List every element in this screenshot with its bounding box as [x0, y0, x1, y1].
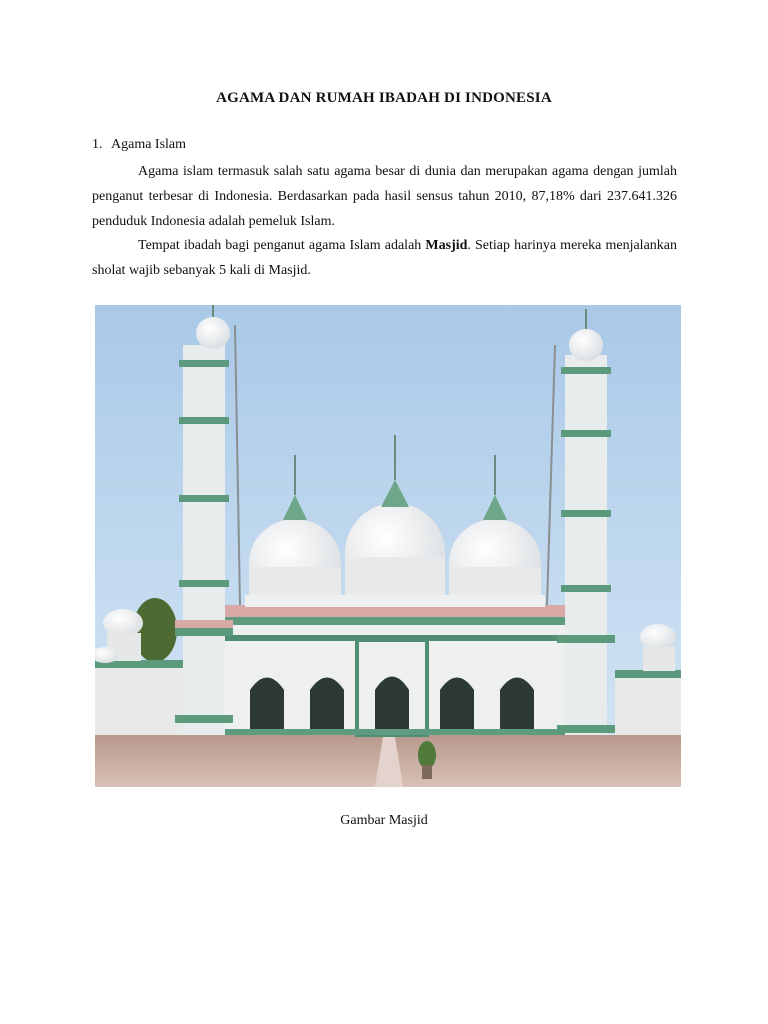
document-title: AGAMA DAN RUMAH IBADAH DI INDONESIA: [216, 90, 552, 106]
section-number: 1.: [92, 137, 103, 152]
masjid-bold-term: Masjid: [425, 238, 468, 253]
section-label: Agama Islam: [111, 137, 187, 152]
paragraph-masjid-after: . Setiap harinya mereka menjalankan sholat wajib sebanyak 5 kali di Masjid.: [92, 238, 678, 278]
paragraph-masjid-before: Tempat ibadah bagi penganut agama Islam adalah: [138, 238, 426, 253]
paragraph-masjid: [92, 233, 677, 283]
mosque-photo: [95, 305, 681, 787]
section-heading: [92, 137, 186, 153]
figure-caption: Gambar Masjid: [340, 813, 428, 828]
paragraph-islam-intro: Agama islam termasuk salah satu agama besar di dunia dan merupakan agama dengan jumlah penganut terbesar di Indonesia. Berdasarkan pada hasil sensus tahun 2010, 87,18% dari 237.641.326 penduduk Indonesia adalah pemeluk Islam.: [92, 164, 677, 229]
